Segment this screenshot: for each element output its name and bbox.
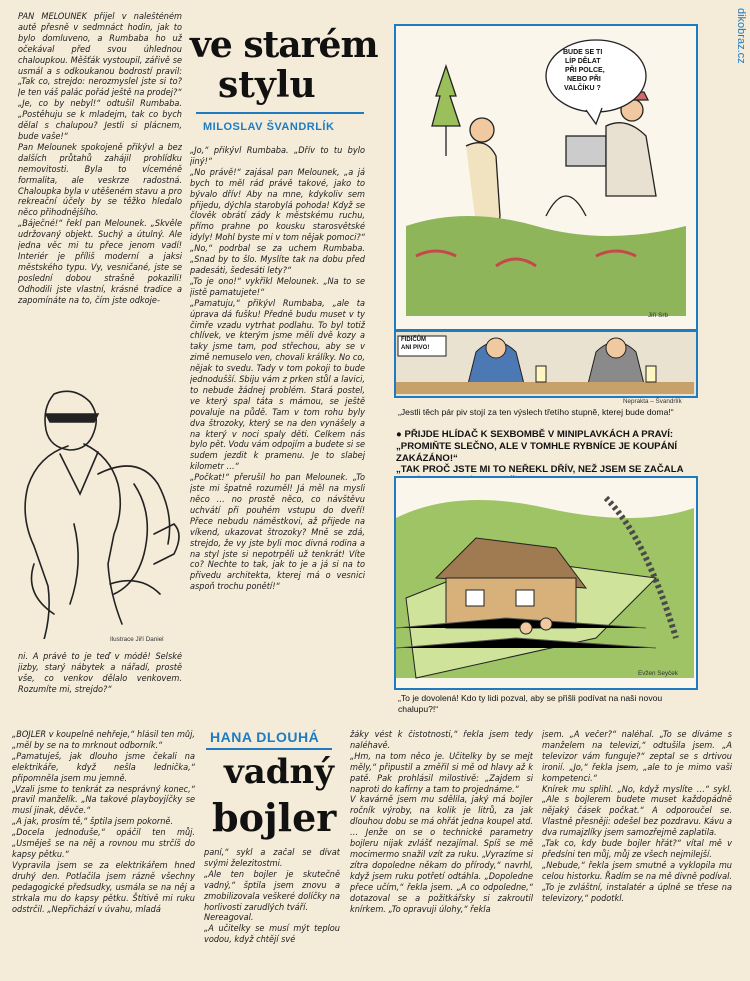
cottage-cartoon — [396, 478, 694, 686]
bubble-line-2: LÍP DĚLAT — [565, 58, 601, 65]
story2-author: HANA DLOUHÁ — [210, 729, 320, 745]
cartoon2-caption: „Jestli těch pár piv stojí za ten výslech třetího stupně, kterej bude doma!“ — [398, 407, 674, 417]
story1-column1-top: PAN MELOUNEK přijel v nalešténém autě přesně v sedmnáct hodin, jak to bylo domluveno, a Rumbaba ho už očekával před svou úhlednou chaloupkou. Měšťák vystoupil, zářivě se usmál a s odkoukanou bodrostí pravil: „Tak co, strejdo: nerozmyslel jste si to? Je ten váš palác pořád ještě na prodej?“ „Je, co by nebyl!“ odtušil Rumbaba. „Postěhuju se k mladejm, tak co bych dělal s chalupou? Jestli si plácnem, bude vaše!“ Pan Melounek spokojeně přikývl a bez dalších průtahů zahájil prohlídku nemovitosti. Byla to víceméně formalita, ale veskrze radostná. Chaloupka byla v utěšeném stavu a pro rekreační účely by se těžko hledalo něco přihodnějšího. „Báječné!“ řekl pan Melounek. „Skvěle udržovaný objekt. Suchý a útulný. Ale jedna věc mi tu přece jenom vadí! Interiér je příliš moderní a jaksi městského typu. Vy, vesničané, jste se poslední dobou strašně pokazili! Odhodili jste vlastní, krásné tradice a zapomínáte na to, čím jste odkoje- — [18, 12, 182, 306]
illustration-caption: Ilustrace Jiří Daniel — [110, 636, 164, 643]
bubble-line-5: VALČÍKU ? — [564, 85, 601, 92]
story2-column4: jsem. „A večer?“ naléhal. „To se díváme s manželem na televizi,“ odtušila jsem. „A televizor vám funguje?“ zeptal se s drtivou ironií. „Jo,“ řekla jsem, „ale to je mimo vaši kompetenci.“ Knírek mu splihl. „No, když myslíte …“ sykl. „Ale s bojlerem budete muset každopádně nějaký čásek počkat.“ A odporoučel se. Vlastně přesněji: odešel bez pozdravu. Kávu a dva rumajzlíky jsem samozřejmě zaplatila. „Tak co, kdy bude bojler hřát?“ vítal mě v předsíni ten můj, můj ze všech nejmilejší. „Nebude,“ řekla jsem smutně a vyklopila mu celou historku. Řadím se na mě divně podíval. „To je zvláštní, instalatér a úplně se třese na televizory,“ podotkl. — [542, 730, 732, 904]
cartoon1-author: Jiří Srb — [648, 312, 668, 319]
story1-title-line1: ve starém — [190, 24, 378, 66]
pub-cartoon — [396, 332, 694, 394]
story2-title-line1: vadný — [224, 752, 335, 792]
story2-column2: paní,“ sykl a začal se dívat svými železitostmi. „Ale ten bojler je skutečně vadný,“ šptila jsem znovu a zmobilizovala veškeré dolíčky na horlivosti zarudlých tváří. Nereagoval. „A učitelky se musí mýt teplou vodou, když chtějí své — [204, 848, 340, 946]
story1-column1-bottom: ni. A právě to je teď v módě! Selské jizby, starý nábytek a nářadí, prostě vše, co venkov dělalo venkovem. Rozumíte mi, strejdo?“ — [18, 652, 182, 695]
cartoon3-caption: „To je dovolená! Kdo ty lidi pozval, aby se přišli podívat na naši novou chalupu?!“ — [398, 693, 663, 714]
garden-cartoon — [396, 26, 694, 326]
man-with-sunglasses-illustration — [14, 384, 186, 639]
bubble-line-1: BUDE SE TI — [563, 49, 603, 56]
story1-author: MILOSLAV ŠVANDRLÍK — [203, 121, 335, 133]
story1-author-rule — [196, 112, 364, 114]
story1-column2: „Jo,“ přikývl Rumbaba. „Dřív to tu bylo jiný!“ „No právě!“ zajásal pan Melounek, „a já bych to měl rád právě takové, jako to bývalo dřív! Aby na mne, kdykoliv sem přijedu, dýchla starobylá pohoda! Když se člověk obrátí zády k městskému ruchu, přímo prahne po kousku starosvětské idyly! Mohl byste mi v tom nějak pomoci?“ „No,“ podrbal se za uchem Rumbaba. „Snad by to šlo. Myslíte tak na dobu před padesáti, šedesáti lety?“ „To je ono!“ vykřikl Melounek. „Na to se jistě pamatujete!“ „Pamatuju,“ přikývl Rumbaba, „ale ta úprava dá fušku! Předně budu muset v ty čimře vzadu vytrhat podlahu. To byl totiž chlívek, ve kterým jsme měli dvě kozy a taky jsme tam, pod střechou, aby se v zimě nemuselo ven, chovali králíky. No co, nějak to svedu. Tady v tom pokoji to bude jednodušší. Sbiju vám z prken stůl a lavici, to nebude žádnej problém. Stará postel, ve který spal táta s mámou, se ještě povaluje na půdě. Tam v tom rohu byly dva štrozoky, který se na den vynášely a na který v noci spaly děti. Celkem nás bylo pět. Vodu vám odpojím a budete si se sudem jezdit k pramenu. Je to slabej kilometr …“ „Počkat!“ přerušil ho pan Melounek. „To jste mi špatně rozuměl! Já měl na mysli něco … no prostě něco, co návštěvu uchvátí při pouhém vstupu do dveří! Přece nebudu náměstkovi, až přijede na víkend, ukazovat štrozoky? Mně se zdá, strejdo, že vy jste byli moc divná rodina a na styl jste si nepotrpěli už tenkrát! Víte co? Nechte to tak, jak to je a já si na to přivedu architekta, kterej má o vesnici aspoň trochu ponětí!“ — [190, 146, 365, 593]
story2-column3: žáky vést k čistotnosti,“ řekla jsem tedy naléhavě. „Hm, na tom něco je. Učitelky by se mejt měly,“ připustil a změřil si mě od hlavy až k patě. Pak prohlásil milostivě: „Zajdem si naproti do kafírny a tam to projednáme.“ V kavárně jsem mu sdělila, jaký má bojler ročník výroby, na kolik je litrů, za jak dlouhou dobu se má ohřát jedna koupel atd. … Jenže on se o technické parametry bojleru nijak zvlášť nezajímal. Spíš se mě mocimermo snažil vzít za ruku. „Vyrazíme si zítra dopoledne někam do přírody,“ navrhl, když jsem ruku potřetí odtáhla. „Dopoledne přece učím,“ řekla jsem. „A co odpoledne,“ dotazoval se a požitkářsky si zakroutil knírkem. „To opravuji úlohy,“ řekla — [350, 730, 533, 915]
story2-title-line2: bojler — [212, 795, 337, 840]
story1-title-line2: stylu — [218, 64, 316, 106]
pub-sign-line2: ANI PIVO! — [401, 345, 430, 351]
bubble-line-3: PŘI POLCE, — [565, 67, 605, 74]
bubble-line-4: NEBO PŘI — [567, 76, 601, 83]
lifeguard-joke: ● PŘIJDE HLÍDAČ K SEXBOMBĚ V MINIPLAVKÁCH A PRAVÍ: „PROMIŇTE SLEČNO, ALE V TOMHLE RYBNÍCE JE KOUPÁNÍ ZAKÁZÁNO!“ „TAK PROČ JSTE MI TO NEŘEKL DŘÍV, NEŽ JSEM SE ZAČALA — [396, 429, 684, 476]
cartoon3-author: Evžen Seyček — [638, 670, 678, 677]
story2-author-rule — [206, 748, 332, 750]
pub-sign-line1: FIDIČŮM — [401, 337, 426, 343]
story2-column1: „BOJLER v koupelně nehřeje,“ hlásil ten můj, „měl by se na to mrknout odborník.“ „Pamatuješ, jak dlouho jsme čekali na elektrikáře, když nešla lednička,“ připomněla jsem mu jemně. „Vzali jsme to tenkrát za nesprávný konec,“ pravil manželík. „Na takové playboyjíčky se musí jinak, děvče.“ „A jak, prosím tě,“ šptila jsem pokorně. „Docela jednoduše,“ opáčil ten můj. „Usměješ se na něj a rovnou mu strčíš do kapsy pětku.“ Vypravila jsem se za elektrikářem hned druhý den. Potlačila jsem rázně všechny pedagogické předsudky, usmála se na něj a strkala mu do kapsy pětku. Štítivě mi ruku odstrčil. „Nepřichází v úvahu, mladá — [12, 730, 195, 915]
watermark: dikobraz.cz — [735, 8, 747, 64]
cartoon2-author: Neprakta – Švandrlík — [623, 398, 682, 405]
